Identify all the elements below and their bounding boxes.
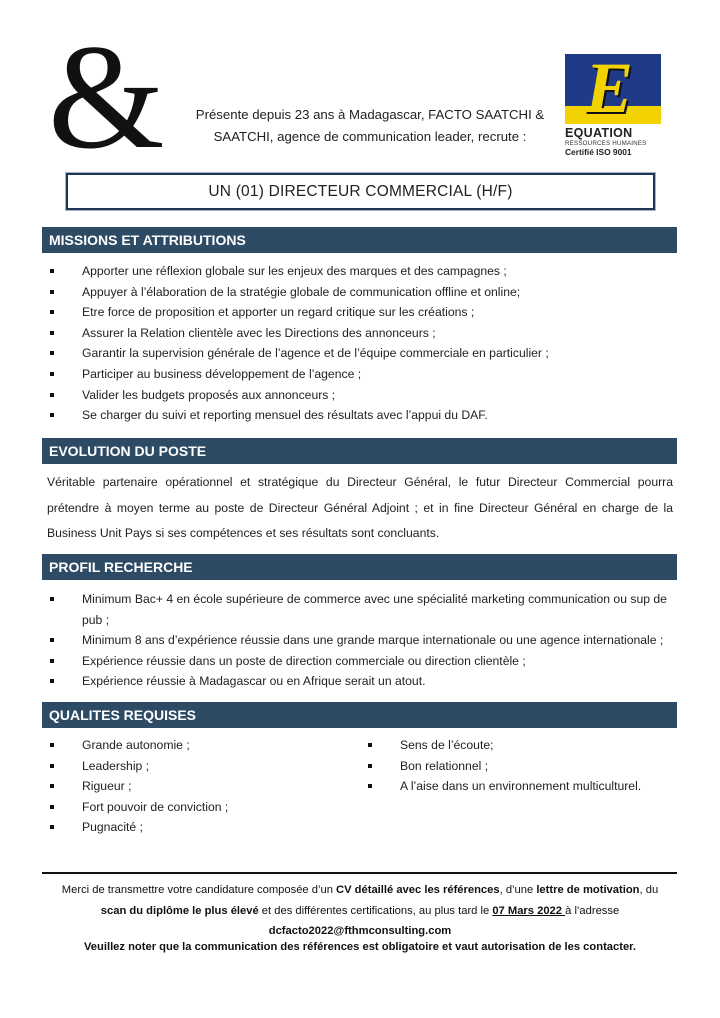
footer-deadline: 07 Mars 2022: [492, 904, 566, 917]
list-item: Bon relationnel ;: [360, 756, 677, 777]
footer-divider: [42, 872, 677, 874]
missions-list: [42, 261, 677, 426]
list-item: Expérience réussie à Madagascar ou en Afrique serait un atout.: [42, 671, 677, 692]
list-item: Participer au business développement de l’agence ;: [42, 364, 677, 385]
section-heading-evolution: EVOLUTION DU POSTE: [42, 438, 677, 464]
evolution-paragraph: Véritable partenaire opérationnel et stratégique du Directeur Général, le futur Directeur Commercial pourra prétendre à moyen terme au poste de Directeur Général Adjoint ; et in fine Directeur Général en charge de la Business Unit Pays si ses compétences et ses résultats sont concluants.: [47, 475, 673, 540]
list-item: Appuyer à l’élaboration de la stratégie globale de communication offline et online;: [42, 282, 677, 303]
list-item: Valider les budgets proposés aux annonceurs ;: [42, 385, 677, 406]
list-item: Sens de l’écoute;: [360, 735, 677, 756]
list-item: Expérience réussie dans un poste de direction commerciale ou direction clientèle ;: [42, 651, 677, 672]
logo-letter: E: [585, 54, 634, 124]
intro-text: Présente depuis 23 ans à Madagascar, FACTO SAATCHI & SAATCHI, agence de communication leader, recrute :: [195, 107, 545, 144]
footer-cv: CV détaillé avec les références: [336, 884, 500, 896]
list-item: Etre force de proposition et apporter un regard critique sur les créations ;: [42, 302, 677, 323]
footer-scan: scan du diplôme le plus élevé: [100, 904, 259, 917]
list-item: Leadership ;: [42, 756, 352, 777]
list-item: Garantir la supervision générale de l’agence et de l’équipe commerciale en particulier ;: [42, 343, 677, 364]
profil-list: [42, 589, 677, 692]
footer-text: , d’une: [499, 884, 537, 896]
job-title: UN (01) DIRECTEUR COMMERCIAL (H/F): [66, 173, 655, 210]
section-heading-missions: MISSIONS ET ATTRIBUTIONS: [42, 227, 677, 253]
logo-certification: Certifié ISO 9001: [565, 147, 632, 157]
list-item: Fort pouvoir de conviction ;: [42, 797, 352, 818]
list-item: Rigueur ;: [42, 776, 352, 797]
logo-subtitle: RESSOURCES HUMAINES: [565, 140, 647, 147]
qualites-list-left: [42, 735, 352, 838]
list-item: Apporter une réflexion globale sur les enjeux des marques et des campagnes ;: [42, 261, 677, 282]
footer-text: Merci de transmettre votre candidature composée d’un: [61, 884, 337, 896]
list-item: A l’aise dans un environnement multiculturel.: [360, 776, 677, 797]
logo-name: EQUATION: [565, 126, 633, 140]
footer-text: et des différentes certifications, au plus tard le: [258, 904, 493, 917]
list-item: Minimum 8 ans d’expérience réussie dans une grande marque internationale ou une agence internationale ;: [42, 630, 677, 651]
section-heading-profil: PROFIL RECHERCHE: [42, 554, 677, 580]
list-item: Assurer la Relation clientèle avec les Directions des annonceurs ;: [42, 323, 677, 344]
footer-lettre: lettre de motivation: [536, 884, 640, 896]
equation-logo-mark: [565, 54, 661, 124]
list-item: Grande autonomie ;: [42, 735, 352, 756]
equation-logo: [565, 54, 665, 166]
list-item: Minimum Bac+ 4 en école supérieure de commerce avec une spécialité marketing communication ou sup de pub ;: [42, 589, 677, 630]
application-instructions: [36, 880, 684, 942]
section-heading-qualites: QUALITES REQUISES: [42, 702, 677, 728]
footer-email[interactable]: dcfacto2022@fthmconsulting.com: [268, 925, 452, 937]
list-item: Se charger du suivi et reporting mensuel des résultats avec l’appui du DAF.: [42, 405, 677, 426]
footer-text: , du: [639, 884, 659, 896]
qualites-list-right: [360, 735, 677, 797]
list-item: Pugnacité ;: [42, 817, 352, 838]
footer-text: à l’adresse: [565, 904, 620, 917]
footer-note: Veuillez noter que la communication des références est obligatoire et vaut autorisation de les contacter.: [83, 941, 637, 953]
agency-ampersand-logo: &: [48, 14, 165, 180]
